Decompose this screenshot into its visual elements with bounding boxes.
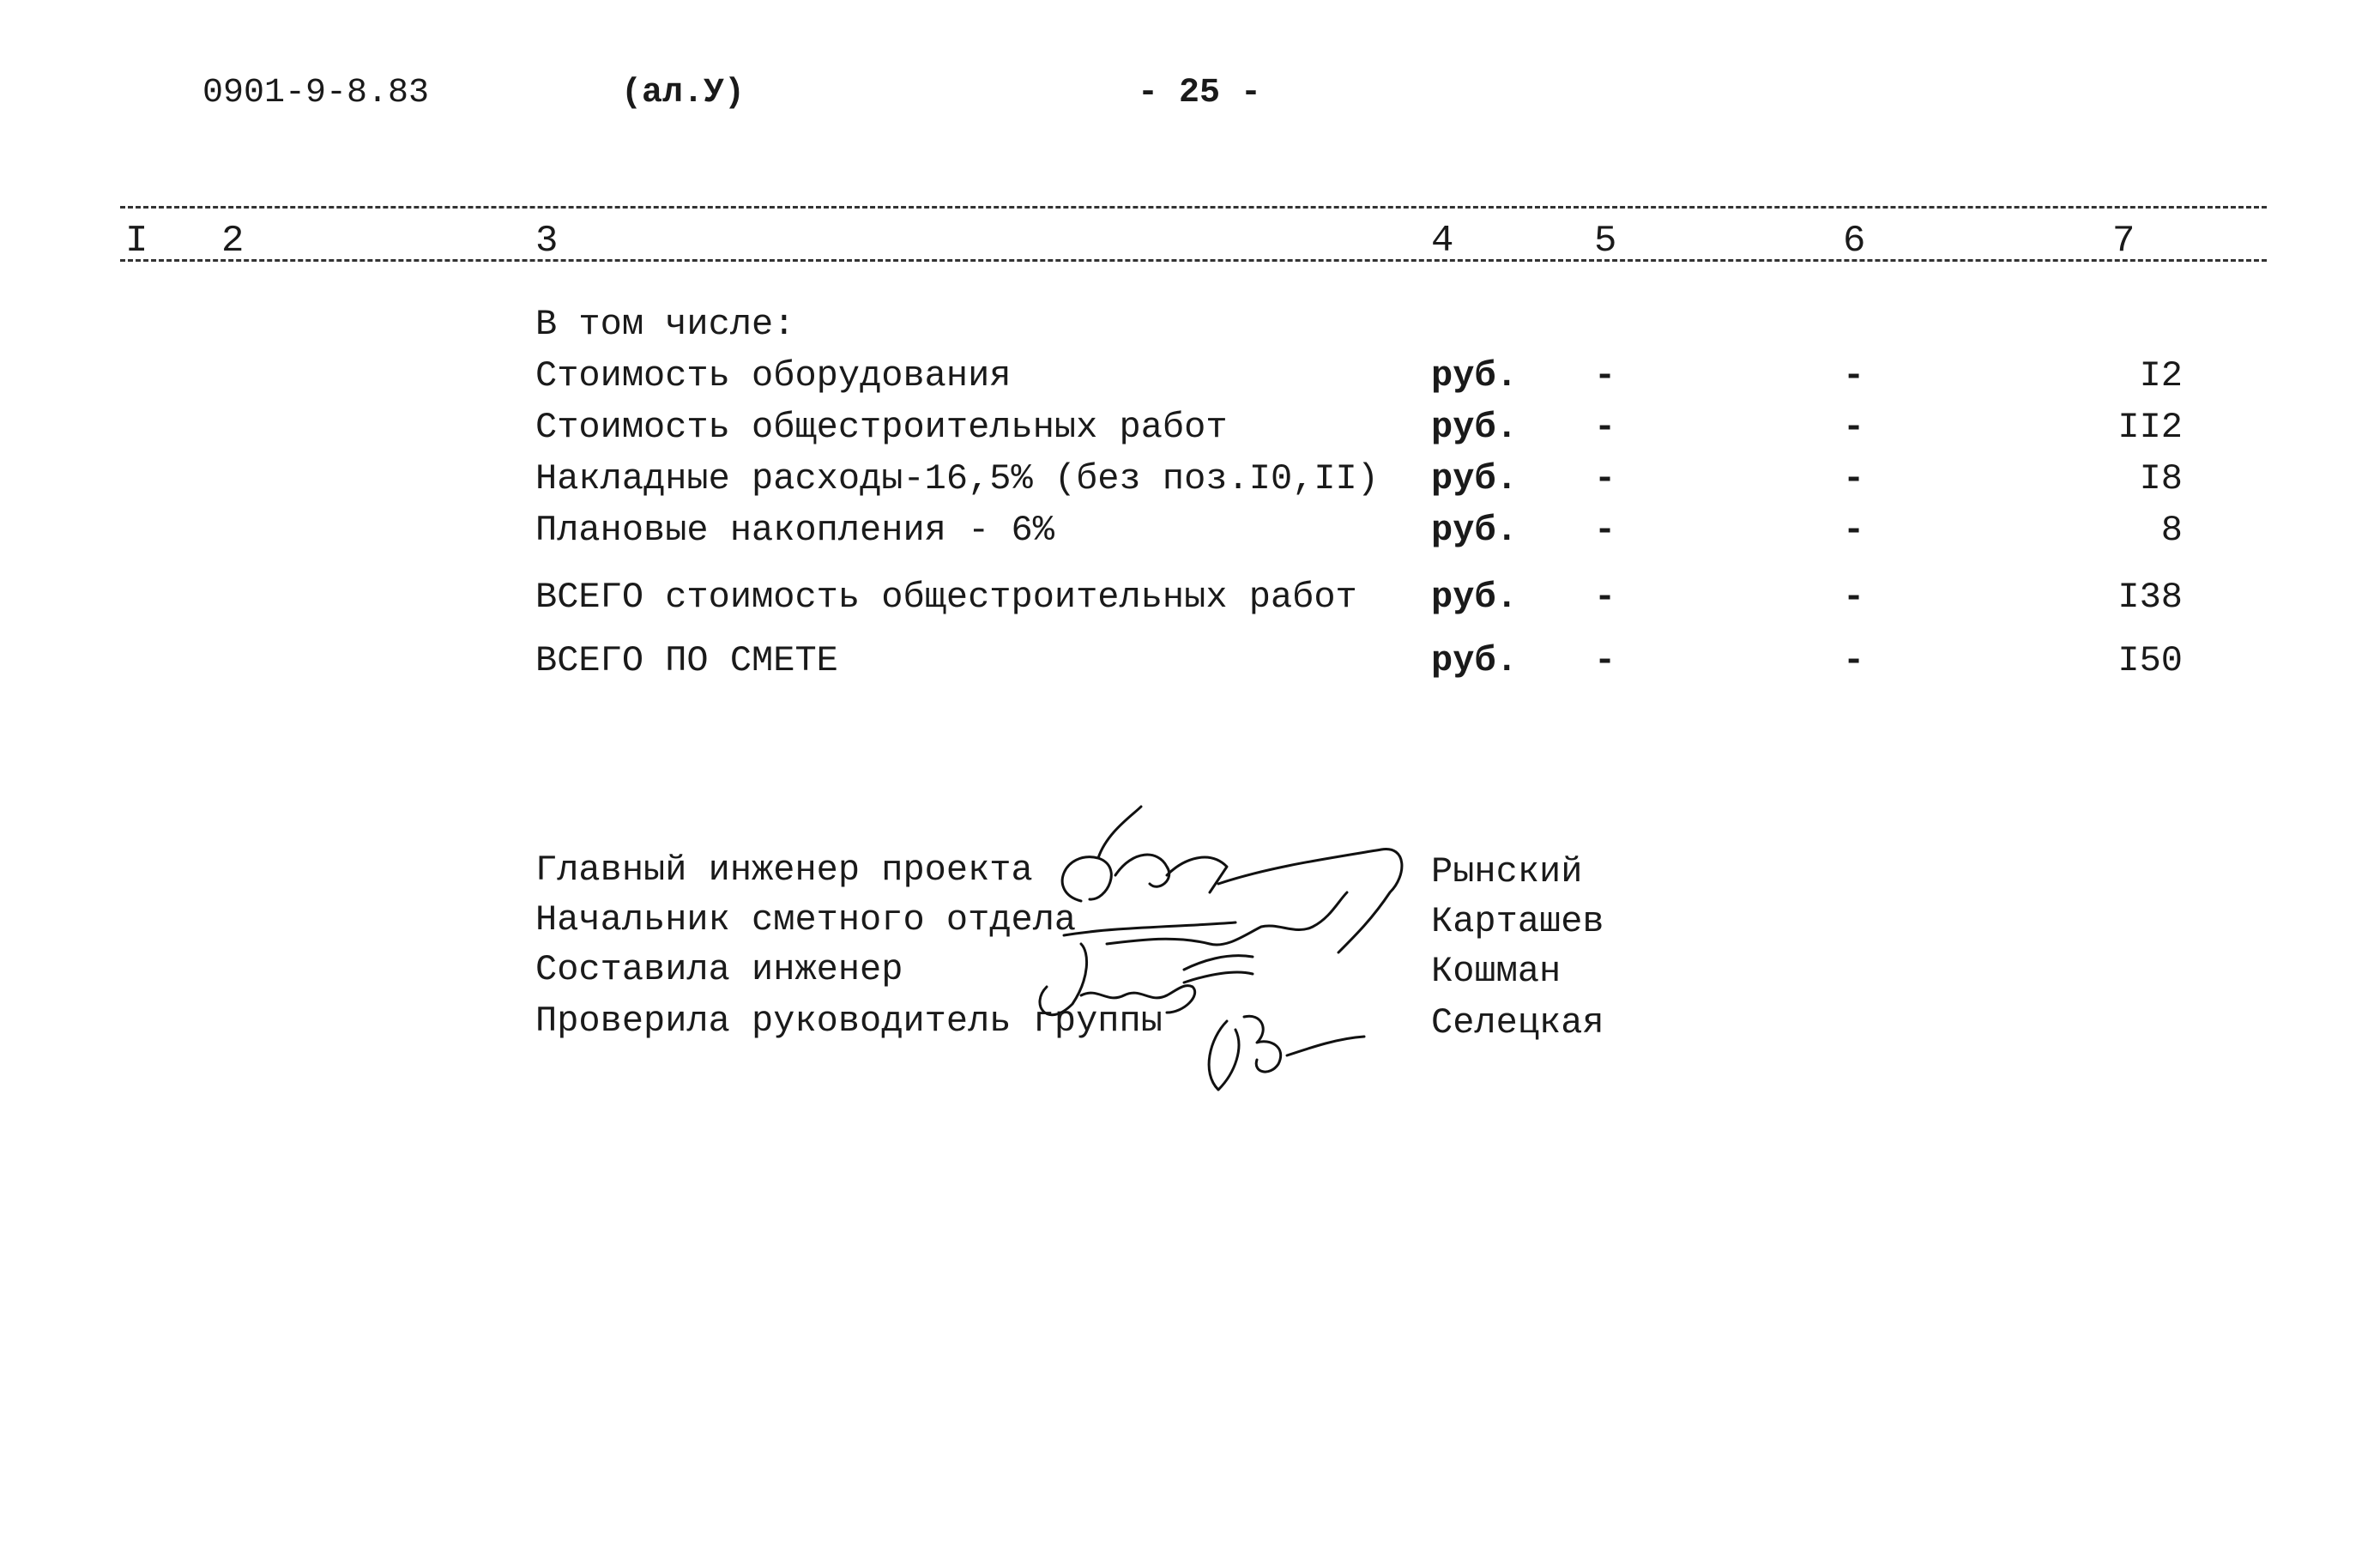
row-col6: - <box>1843 577 1865 618</box>
row-label: Стоимость общестроительных работ <box>535 407 1228 448</box>
row-unit: руб. <box>1431 355 1518 396</box>
row-col5: - <box>1594 355 1616 396</box>
column-header-6: 6 <box>1843 220 1866 263</box>
row-label: Плановые накопления - 6% <box>535 510 1054 551</box>
row-value: I8 <box>2139 458 2183 499</box>
table-row <box>0 304 2380 352</box>
table-row <box>0 510 2380 558</box>
row-label: В том числе: <box>535 304 795 345</box>
row-col5: - <box>1594 510 1616 551</box>
row-col5: - <box>1594 577 1616 618</box>
page-number: - 25 - <box>1138 74 1262 112</box>
signature-role-chief-engineer: Главный инженер проекта <box>535 850 1033 891</box>
document-code: 0901-9-8.83 <box>202 74 430 112</box>
album-number: (ал.У) <box>621 74 746 112</box>
column-header-7: 7 <box>2112 220 2135 263</box>
row-col6: - <box>1843 355 1865 396</box>
signature-stroke-head-of-estimates <box>1064 892 1347 970</box>
column-header-4: 4 <box>1431 220 1454 263</box>
table-header-bottom-rule <box>120 259 2267 262</box>
row-label: ВСЕГО ПО СМЕТЕ <box>535 640 838 681</box>
table-row <box>0 458 2380 506</box>
row-unit: руб. <box>1431 458 1518 499</box>
row-col5: - <box>1594 458 1616 499</box>
row-label: Накладные расходы-16,5% (без поз.I0,II) <box>535 458 1379 499</box>
row-value: II2 <box>2117 407 2183 448</box>
row-col5: - <box>1594 407 1616 448</box>
table-row <box>0 407 2380 455</box>
table-row <box>0 640 2380 688</box>
table-row <box>0 577 2380 625</box>
row-label: Стоимость оборудования <box>535 355 1012 396</box>
row-unit: руб. <box>1431 510 1518 551</box>
row-value: I38 <box>2117 577 2183 618</box>
row-unit: руб. <box>1431 577 1518 618</box>
signature-role-checked-by: Проверила руководитель группы <box>535 1001 1163 1042</box>
handwritten-signatures <box>1012 798 1424 1098</box>
row-value: I2 <box>2139 355 2183 396</box>
signature-role-head-of-estimates: Начальник сметного отдела <box>535 899 1077 940</box>
row-value: I50 <box>2117 640 2183 681</box>
row-col5: - <box>1594 640 1616 681</box>
row-col6: - <box>1843 458 1865 499</box>
row-value: 8 <box>2160 510 2183 551</box>
signature-stroke-checked-by <box>1209 1016 1364 1090</box>
column-header-1: I <box>125 220 148 263</box>
signature-name-checked-by: Селецкая <box>1431 1002 1604 1043</box>
row-unit: руб. <box>1431 640 1518 681</box>
signature-role-compiled-by: Составила инженер <box>535 949 903 990</box>
signature-name-chief-engineer: Рынский <box>1431 851 1583 892</box>
row-label: ВСЕГО стоимость общестроительных работ <box>535 577 1357 618</box>
signature-name-compiled-by: Кошман <box>1431 951 1561 992</box>
column-header-2: 2 <box>221 220 245 263</box>
signature-name-head-of-estimates: Карташев <box>1431 901 1604 942</box>
row-col6: - <box>1843 640 1865 681</box>
row-unit: руб. <box>1431 407 1518 448</box>
column-header-3: 3 <box>535 220 559 263</box>
signature-stroke-compiled-by <box>1040 944 1253 1015</box>
column-header-5: 5 <box>1594 220 1617 263</box>
row-col6: - <box>1843 407 1865 448</box>
table-row <box>0 355 2380 403</box>
row-col6: - <box>1843 510 1865 551</box>
table-top-rule <box>120 206 2267 209</box>
